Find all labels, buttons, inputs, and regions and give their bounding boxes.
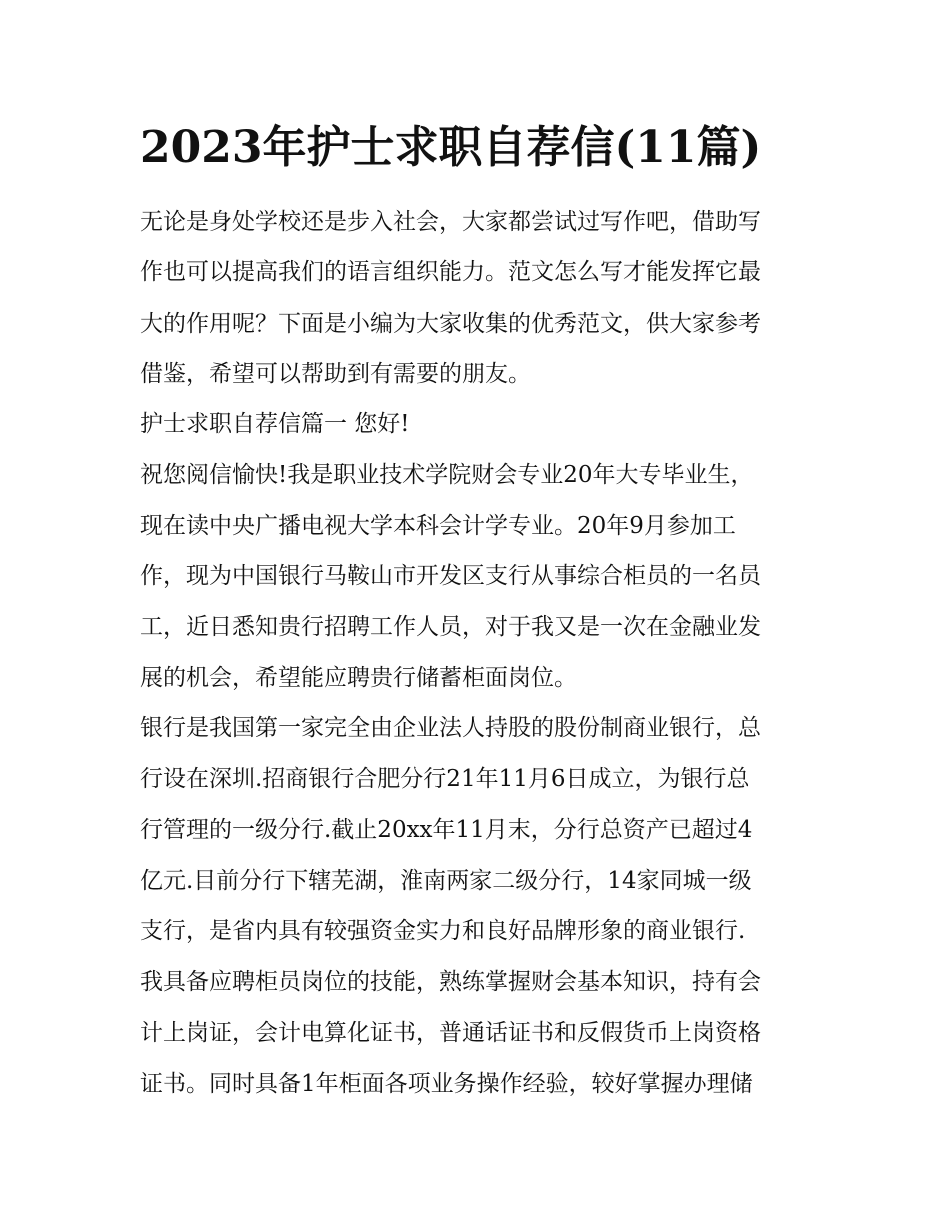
text-line: 我具备应聘柜员岗位的技能，熟练掌握财会基本知识，持有会 — [140, 969, 761, 995]
text-line: 无论是身处学校还是步入社会，大家都尝试过写作吧，借助写 — [140, 209, 761, 235]
text-line: 大的作用呢？下面是小编为大家收集的优秀范文，供大家参考 — [140, 311, 761, 337]
text-line: 借鉴，希望可以帮助到有需要的朋友。 — [140, 361, 531, 387]
text-line: 行管理的一级分行.截止20xx年11月末，分行总资产已超过4 — [140, 817, 753, 843]
document-title: 2023年护士求职自荐信(11篇) — [140, 122, 762, 173]
text-line: 证书。同时具备1年柜面各项业务操作经验，较好掌握办理储 — [140, 1071, 753, 1097]
text-line: 计上岗证，会计电算化证书，普通话证书和反假货币上岗资格 — [140, 1020, 761, 1046]
text-line: 亿元.目前分行下辖芜湖，淮南两家二级分行，14家同城一级 — [140, 868, 752, 894]
text-line: 祝您阅信愉快!我是职业技术学院财会专业20年大专毕业生， — [140, 462, 754, 488]
text-line: 现在读中央广播电视大学本科会计学专业。20年9月参加工 — [140, 513, 736, 539]
text-line: 行设在深圳.招商银行合肥分行21年11月6日成立，为银行总 — [140, 766, 750, 792]
text-line: 作也可以提高我们的语言组织能力。范文怎么写才能发挥它最 — [140, 259, 761, 285]
text-line: 工，近日悉知贵行招聘工作人员，对于我又是一次在金融业发 — [140, 614, 761, 640]
text-line: 银行是我国第一家完全由企业法人持股的股份制商业银行，总 — [140, 715, 761, 741]
text-line: 支行，是省内具有较强资金实力和良好品牌形象的商业银行. — [140, 918, 746, 944]
text-line: 展的机会，希望能应聘贵行储蓄柜面岗位。 — [140, 665, 577, 691]
text-line: 作，现为中国银行马鞍山市开发区支行从事综合柜员的一名员 — [140, 563, 761, 589]
section-heading: 护士求职自荐信篇一 您好! — [140, 411, 410, 437]
